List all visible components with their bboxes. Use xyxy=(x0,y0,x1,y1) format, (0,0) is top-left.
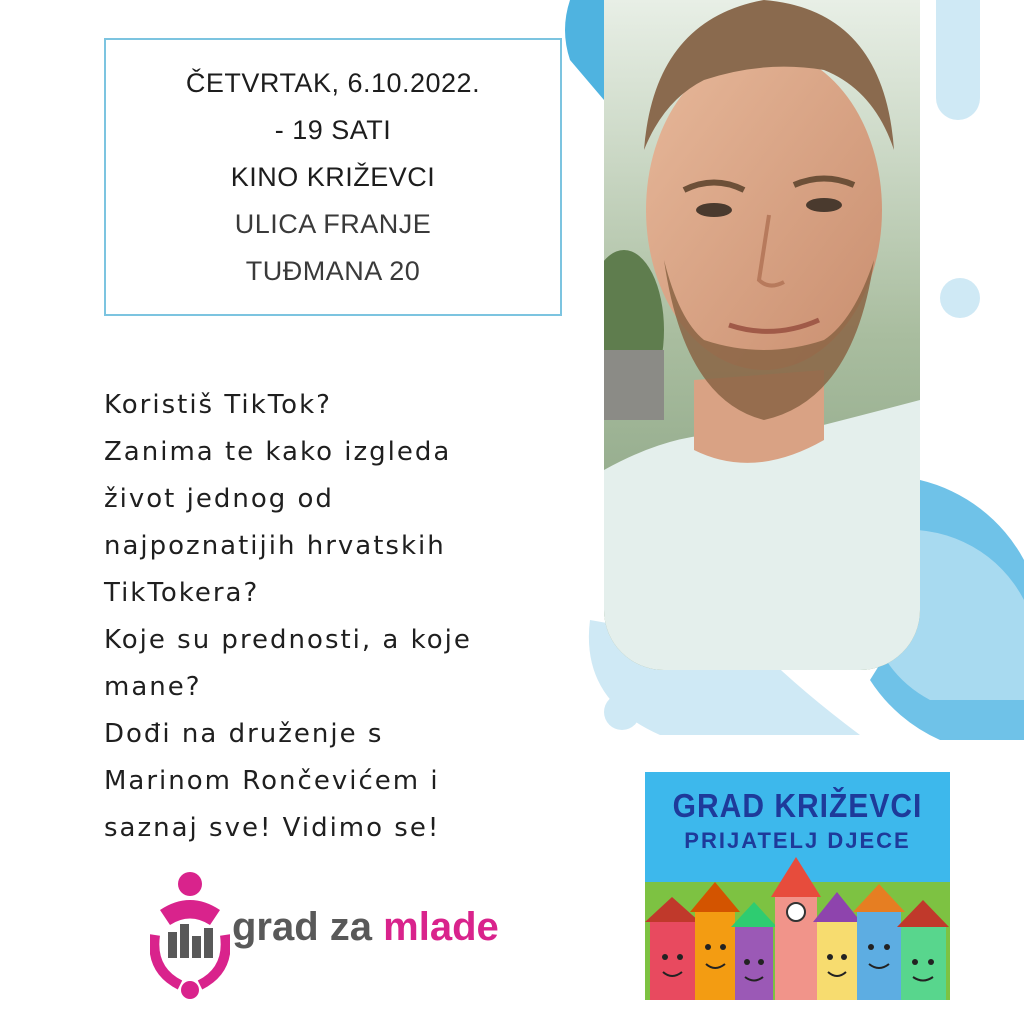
youth-logo-text xyxy=(232,905,499,950)
invitation-line: najpoznatijih hrvatskih xyxy=(104,531,446,561)
portrait-icon xyxy=(604,0,920,670)
invitation-line: Dođi na druženje s xyxy=(104,719,384,749)
youth-logo-part1: grad za xyxy=(232,905,384,949)
grad-krizevci-logo xyxy=(645,772,950,1000)
colorful-houses-icon xyxy=(645,772,950,1000)
invitation-line: mane? xyxy=(104,672,202,702)
grad-za-mlade-logo xyxy=(150,870,550,1000)
event-street: ULICA FRANJE xyxy=(234,208,432,239)
invitation-line: Koje su prednosti, a koje xyxy=(104,625,472,655)
event-street-number: TUĐMANA 20 xyxy=(245,255,421,286)
invitation-line: Zanima te kako izgleda xyxy=(104,437,452,467)
event-date: ČETVRTAK, 6.10.2022. xyxy=(185,67,481,98)
youth-figures-icon xyxy=(150,870,230,1000)
invitation-line: život jednog od xyxy=(104,484,334,514)
invitation-text xyxy=(104,382,574,852)
city-logo-title: GRAD KRIŽEVCI xyxy=(672,788,923,825)
invitation-line: saznaj sve! Vidimo se! xyxy=(104,813,441,843)
event-venue: KINO KRIŽEVCI xyxy=(230,161,436,192)
event-info-box xyxy=(104,38,562,316)
portrait-photo xyxy=(604,0,920,670)
event-time: - 19 SATI xyxy=(274,114,392,145)
invitation-line: TikTokera? xyxy=(104,578,260,608)
invitation-line: Marinom Rončevićem i xyxy=(104,766,440,796)
invitation-line: Koristiš TikTok? xyxy=(104,390,332,420)
youth-logo-part2: mlade xyxy=(383,905,499,949)
city-logo-subtitle: PRIJATELJ DJECE xyxy=(684,828,911,853)
